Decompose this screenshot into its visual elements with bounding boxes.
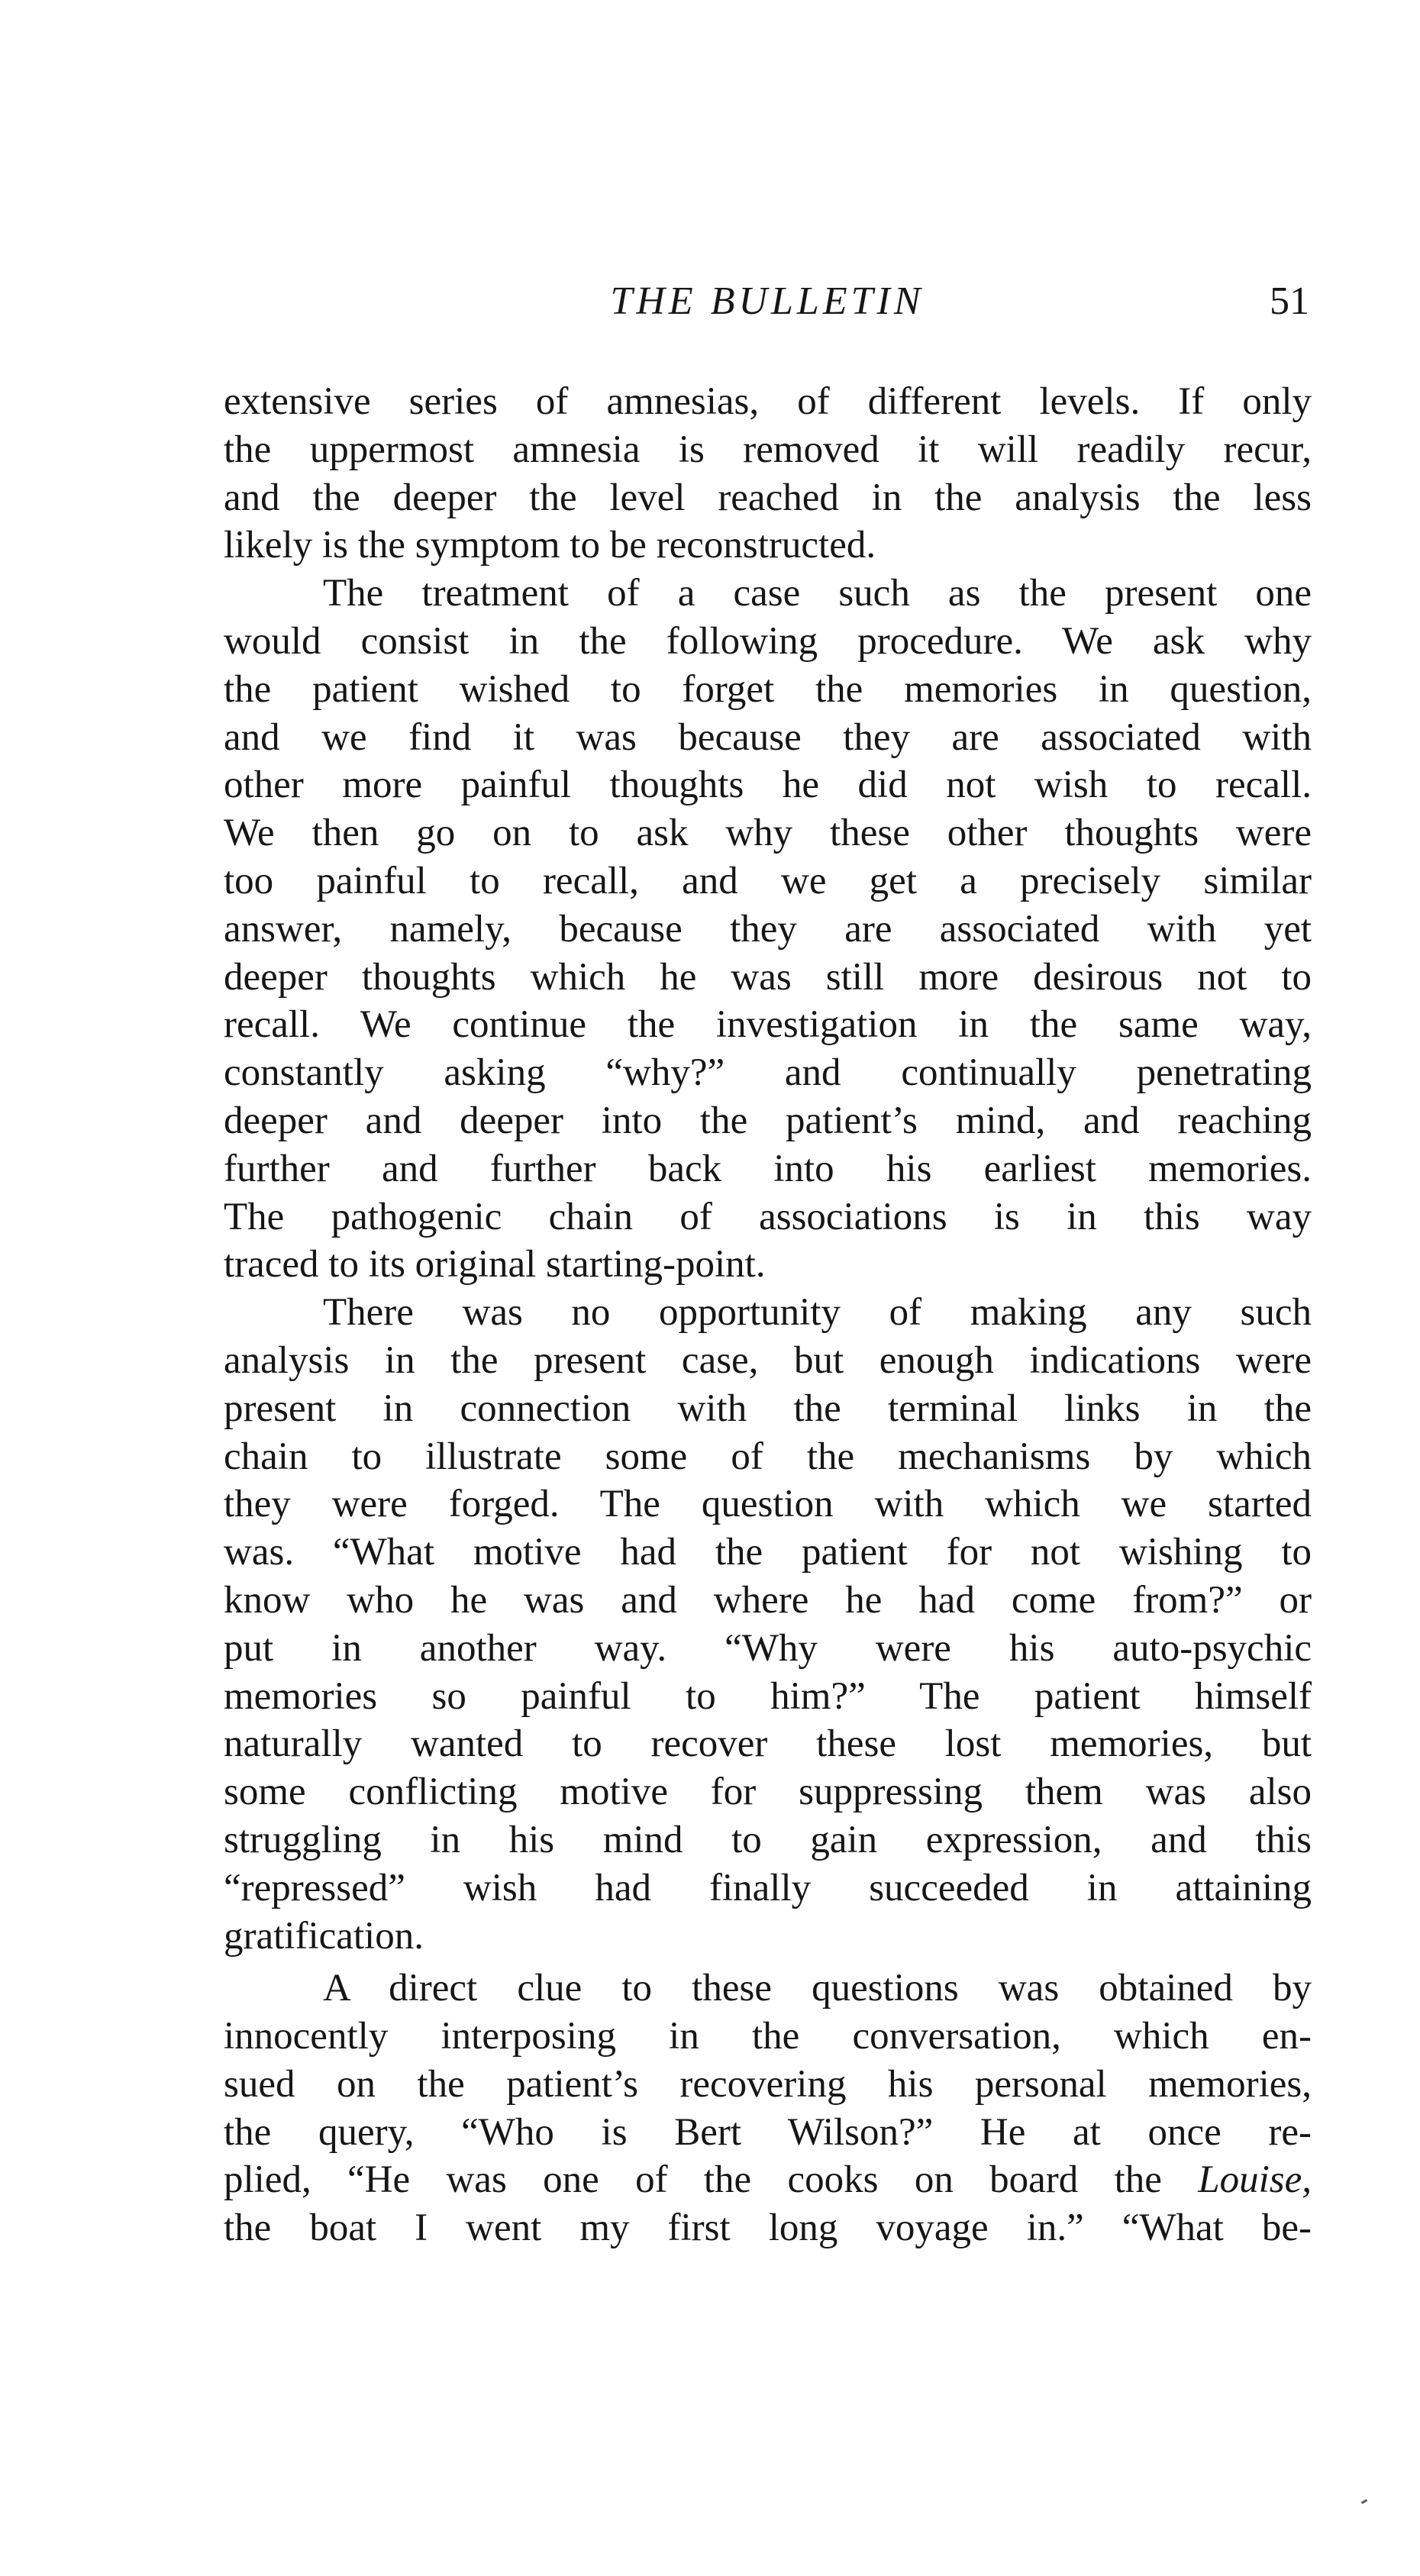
text-line: naturally wanted to recover these lost memories, but: [224, 1722, 1312, 1766]
text-line: plied, “He was one of the cooks on board the Louise,: [224, 2158, 1312, 2202]
text-line: The treatment of a case such as the present one: [323, 572, 1312, 615]
text-line: would consist in the following procedure. We ask why: [224, 619, 1312, 663]
text-line: the uppermost amnesia is removed it will readily recur,: [224, 428, 1312, 471]
text-line: chain to illustrate some of the mechanisms by which: [224, 1435, 1312, 1478]
text-line: and the deeper the level reached in the analysis the less: [224, 476, 1312, 519]
text-line: know who he was and where he had come from?” or: [224, 1578, 1312, 1622]
text-line: recall. We continue the investigation in the same way,: [224, 1003, 1312, 1047]
text-line: too painful to recall, and we get a precisely similar: [224, 859, 1312, 902]
text-line: the boat I went my first long voyage in.” “What be-: [224, 2206, 1312, 2250]
running-header: [225, 275, 1309, 328]
text-line: put in another way. “Why were his auto-psychic: [224, 1626, 1312, 1670]
text-line: A direct clue to these questions was obtained by: [323, 1967, 1312, 2010]
text-line: deeper thoughts which he was still more desirous not to: [224, 955, 1312, 999]
text-line: deeper and deeper into the patient’s mind, and reaching: [224, 1099, 1312, 1142]
text-line: present in connection with the terminal links in the: [224, 1386, 1312, 1430]
text-line: analysis in the present case, but enough indications were: [224, 1338, 1312, 1382]
text-line: and we find it was because they are associated with: [224, 715, 1312, 759]
paragraph-4: [224, 1964, 1312, 2252]
text-line: was. “What motive had the patient for not wishing to: [224, 1531, 1312, 1574]
text-line: We then go on to ask why these other thoughts were: [224, 812, 1312, 855]
text-line: sued on the patient’s recovering his personal memories,: [224, 2062, 1312, 2106]
text-line: There was no opportunity of making any such: [323, 1291, 1312, 1335]
ship-name: Louise,: [1198, 2158, 1312, 2202]
text-line: traced to its original starting-point.: [224, 1243, 766, 1286]
text-line: innocently interposing in the conversation, which en-: [224, 2015, 1312, 2058]
text-line: “repressed” wish had finally succeeded in attaining: [224, 1866, 1312, 1909]
page-number: 51: [1270, 279, 1309, 323]
stray-ink-mark: [1361, 2499, 1367, 2504]
text-line: memories so painful to him?” The patient himself: [224, 1674, 1312, 1718]
text-line: the query, “Who is Bert Wilson?” He at once re-: [224, 2110, 1312, 2154]
text-line: further and further back into his earliest memories.: [224, 1147, 1312, 1190]
running-title: THE BULLETIN: [610, 279, 925, 323]
paragraph-1: [224, 378, 1312, 570]
text-line: answer, namely, because they are associated with yet: [224, 907, 1312, 951]
text-line: struggling in his mind to gain expression, and this: [224, 1818, 1312, 1861]
text-line: constantly asking “why?” and continually penetrating: [224, 1051, 1312, 1095]
body-text: [224, 378, 1312, 2252]
text-line: other more painful thoughts he did not wish to recall.: [224, 763, 1312, 807]
text-line: extensive series of amnesias, of different levels. If only: [224, 380, 1312, 423]
text-line: the patient wished to forget the memories in question,: [224, 667, 1312, 711]
paragraph-2: [224, 570, 1312, 1289]
text-line: they were forged. The question with which we started: [224, 1483, 1312, 1526]
text-line: The pathogenic chain of associations is in this way: [224, 1195, 1312, 1238]
text-line: gratification.: [224, 1914, 424, 1958]
text-line: some conflicting motive for suppressing them was also: [224, 1771, 1312, 1814]
paragraph-3: [224, 1289, 1312, 1960]
text-line: likely is the symptom to be reconstructed.: [224, 524, 876, 567]
